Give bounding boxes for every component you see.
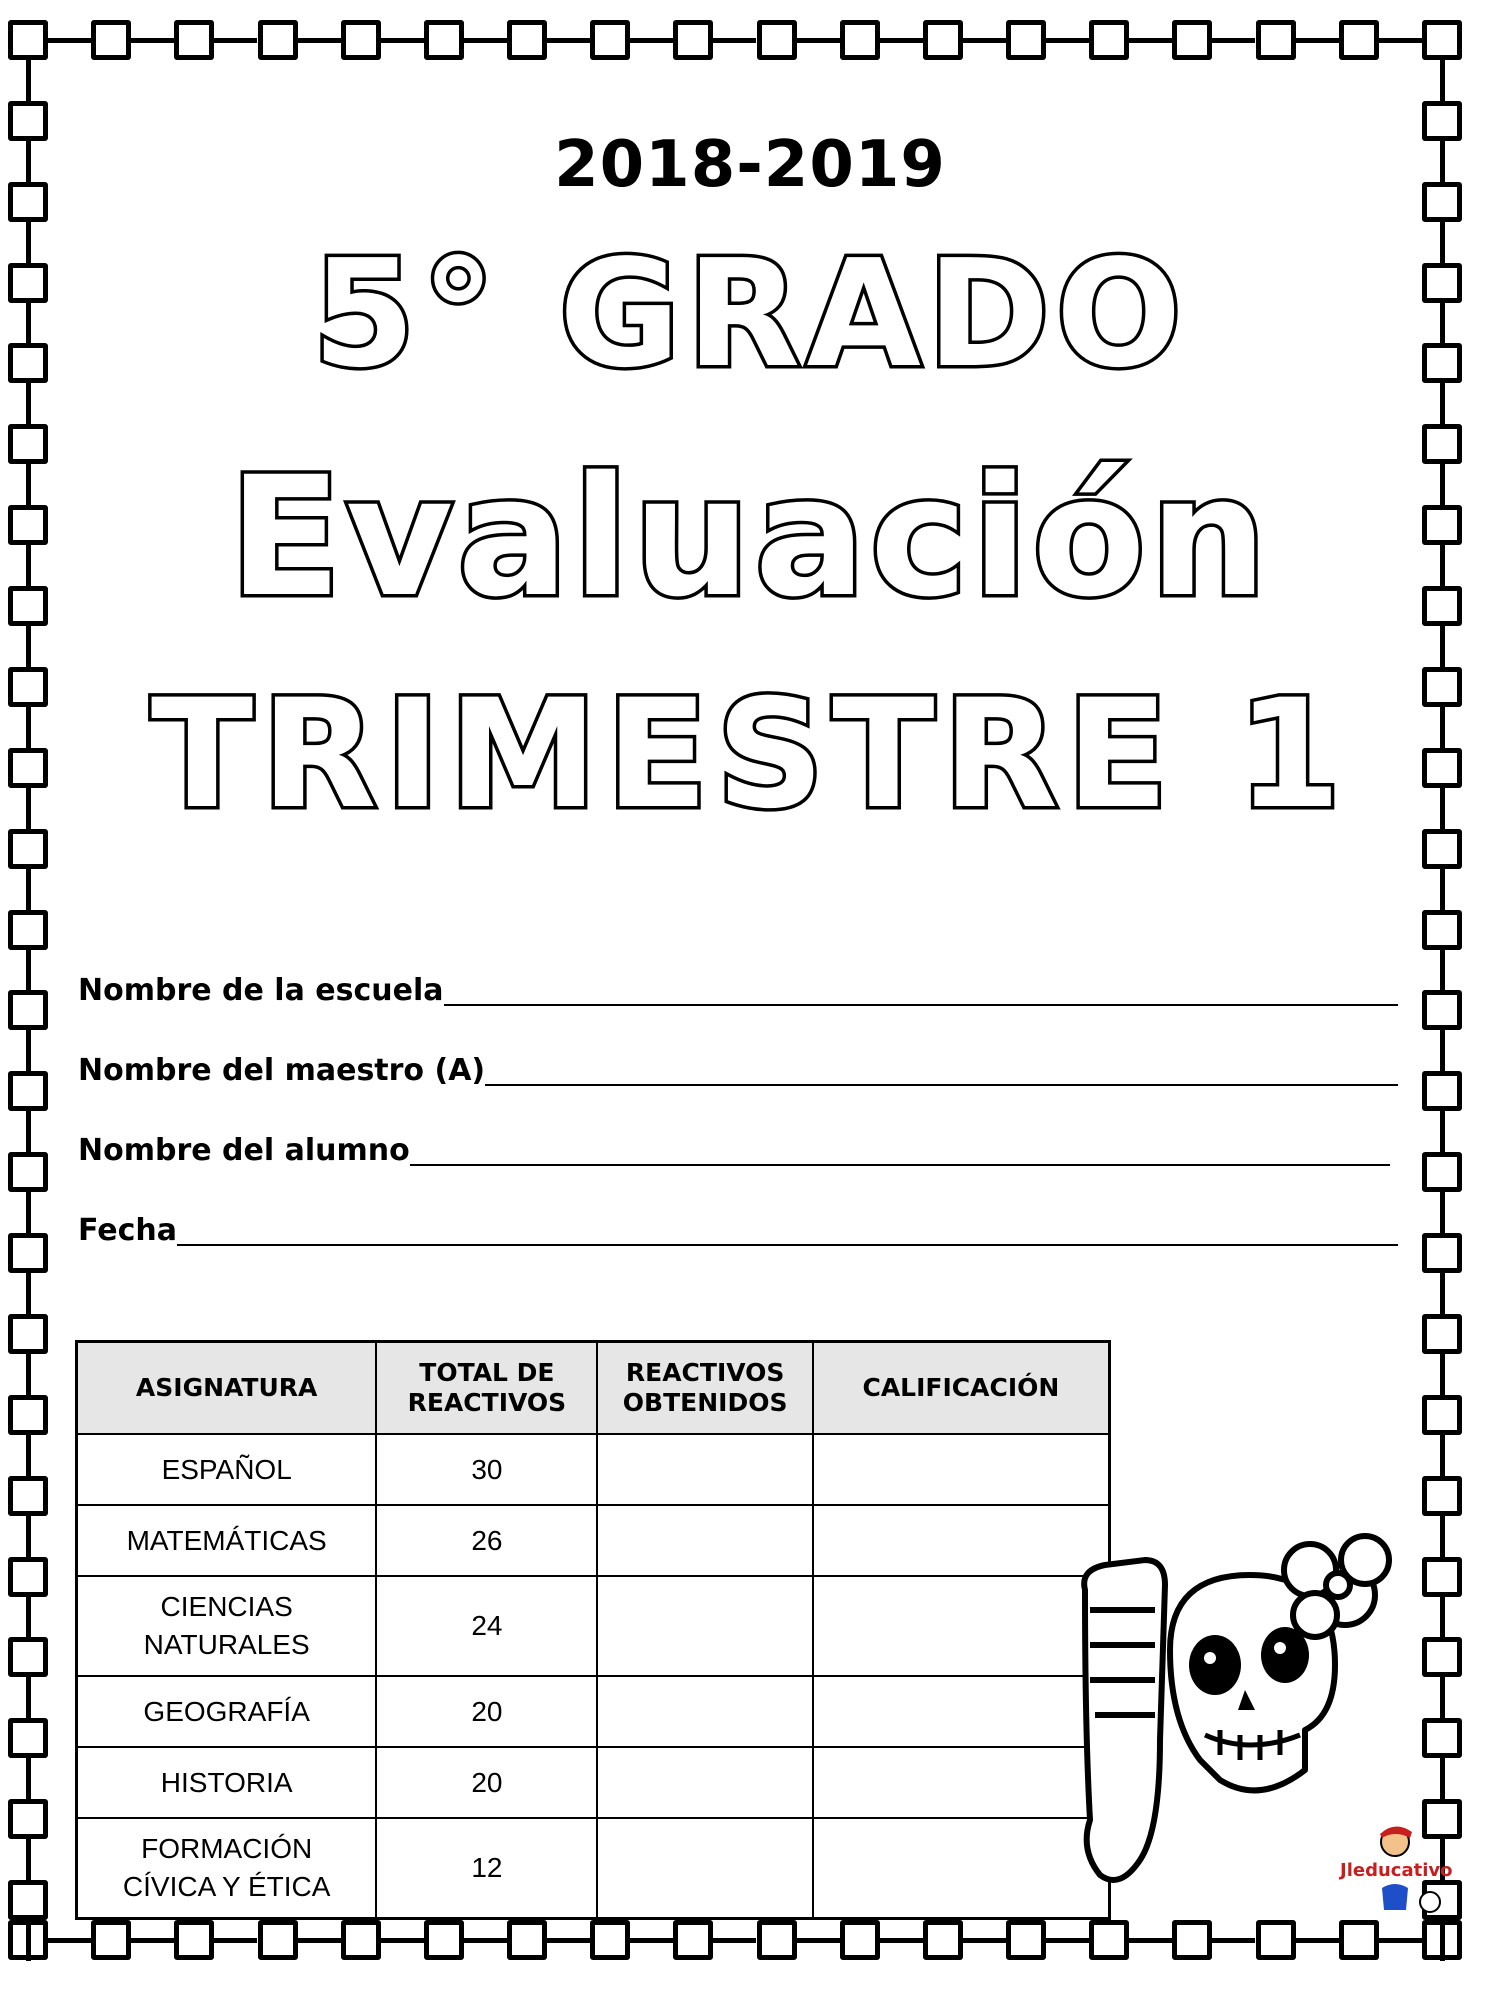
total-cell: 20: [376, 1676, 597, 1747]
evaluation-title: Evaluación: [228, 441, 1272, 633]
border-link: [26, 950, 31, 991]
border-box: [8, 1152, 48, 1192]
border-box: [174, 1920, 214, 1960]
border-link: [880, 1938, 923, 1943]
border-link: [26, 869, 31, 910]
border-box: [8, 1314, 48, 1354]
grades-table: [75, 1340, 1111, 1920]
border-link: [713, 38, 756, 43]
total-cell: 26: [376, 1505, 597, 1576]
obtained-cell[interactable]: [597, 1818, 812, 1918]
table-header-row: [77, 1342, 1110, 1435]
border-link: [1440, 950, 1445, 991]
table-row: [77, 1676, 1110, 1747]
border-box: [507, 20, 547, 60]
border-box: [1422, 829, 1462, 869]
border-link: [713, 1938, 756, 1943]
date-field: [78, 1200, 1398, 1250]
border-link: [26, 1597, 31, 1638]
border-box: [1422, 1718, 1462, 1758]
border-link: [1296, 38, 1339, 43]
border-link: [214, 1938, 257, 1943]
border-link: [1296, 1938, 1339, 1943]
border-box: [341, 1920, 381, 1960]
term-title: TRIMESTRE 1: [150, 668, 1350, 842]
border-box: [8, 829, 48, 869]
border-box: [840, 1920, 880, 1960]
obtained-cell[interactable]: [597, 1576, 812, 1676]
border-box: [1422, 1152, 1462, 1192]
border-box: [8, 1799, 48, 1839]
obtained-cell[interactable]: [597, 1434, 812, 1505]
border-box: [673, 20, 713, 60]
border-box: [757, 20, 797, 60]
table-row: [77, 1818, 1110, 1918]
border-link: [298, 1938, 341, 1943]
student-name-line[interactable]: [410, 1163, 1390, 1166]
border-link: [26, 1435, 31, 1476]
school-name-label: Nombre de la escuela: [78, 973, 444, 1008]
border-box: [8, 1557, 48, 1597]
border-box: [923, 1920, 963, 1960]
date-label: Fecha: [78, 1213, 178, 1248]
border-link: [1440, 626, 1445, 667]
border-link: [26, 1354, 31, 1395]
border-link: [26, 1516, 31, 1557]
border-box: [507, 1920, 547, 1960]
border-link: [1440, 60, 1445, 101]
col-header-subject: ASIGNATURA: [77, 1342, 377, 1435]
border-box: [91, 20, 131, 60]
border-link: [1440, 1273, 1445, 1314]
border-box: [1422, 20, 1462, 60]
border-box: [840, 20, 880, 60]
border-link: [963, 38, 1006, 43]
border-box: [8, 1637, 48, 1677]
border-box: [1422, 1557, 1462, 1597]
obtained-cell[interactable]: [597, 1747, 812, 1818]
border-box: [8, 1880, 48, 1920]
table-row: [77, 1505, 1110, 1576]
border-link: [26, 626, 31, 667]
border-link: [797, 1938, 840, 1943]
border-link: [26, 1192, 31, 1233]
border-box: [424, 1920, 464, 1960]
student-name-field: [78, 1120, 1390, 1170]
border-box: [673, 1920, 713, 1960]
border-box: [590, 1920, 630, 1960]
border-link: [1440, 1677, 1445, 1718]
border-link: [26, 1677, 31, 1718]
col-header-grade: CALIFICACIÓN: [813, 1342, 1110, 1435]
border-link: [214, 38, 257, 43]
subject-cell: GEOGRAFÍA: [77, 1676, 377, 1747]
border-link: [1212, 38, 1255, 43]
border-link: [26, 1839, 31, 1880]
border-link: [1440, 1354, 1445, 1395]
border-link: [1379, 1938, 1422, 1943]
table-row: [77, 1434, 1110, 1505]
subject-cell: CIENCIAS NATURALES: [77, 1576, 377, 1676]
border-box: [1422, 1233, 1462, 1273]
border-box: [1422, 1314, 1462, 1354]
col-header-obtained: REACTIVOS OBTENIDOS: [597, 1342, 812, 1435]
border-link: [1129, 1938, 1172, 1943]
border-link: [630, 1938, 673, 1943]
border-link: [1379, 38, 1422, 43]
border-box: [8, 990, 48, 1030]
border-box: [1089, 20, 1129, 60]
border-box: [1422, 990, 1462, 1030]
border-link: [1440, 1920, 1445, 1961]
border-box: [1256, 20, 1296, 60]
border-link: [547, 38, 590, 43]
subject-cell: FORMACIÓN CÍVICA Y ÉTICA: [77, 1818, 377, 1918]
border-link: [48, 1938, 91, 1943]
border-link: [48, 38, 91, 43]
border-link: [797, 38, 840, 43]
border-link: [963, 1938, 1006, 1943]
border-box: [8, 1071, 48, 1111]
total-cell: 30: [376, 1434, 597, 1505]
border-box: [1422, 1637, 1462, 1677]
border-box: [1339, 20, 1379, 60]
border-box: [8, 1395, 48, 1435]
date-line[interactable]: [177, 1243, 1398, 1246]
obtained-cell[interactable]: [597, 1505, 812, 1576]
subject-cell: ESPAÑOL: [77, 1434, 377, 1505]
logo-text: Jleducativo: [1340, 1860, 1453, 1881]
grade-cell[interactable]: [813, 1434, 1110, 1505]
border-box: [174, 20, 214, 60]
border-link: [1129, 38, 1172, 43]
grade-title: 5° GRADO: [312, 228, 1188, 400]
border-link: [1440, 1516, 1445, 1557]
border-box: [1006, 1920, 1046, 1960]
border-link: [1440, 1192, 1445, 1233]
border-link: [26, 1758, 31, 1799]
border-link: [1212, 1938, 1255, 1943]
border-link: [298, 38, 341, 43]
border-box: [8, 1476, 48, 1516]
border-link: [26, 383, 31, 424]
border-link: [1046, 38, 1089, 43]
border-link: [880, 38, 923, 43]
border-link: [1440, 1597, 1445, 1638]
border-box: [590, 20, 630, 60]
border-link: [1440, 869, 1445, 910]
border-link: [464, 38, 507, 43]
border-link: [464, 1938, 507, 1943]
border-box: [1422, 1476, 1462, 1516]
border-box: [8, 1233, 48, 1273]
border-box: [1422, 910, 1462, 950]
border-box: [424, 20, 464, 60]
border-link: [1440, 1758, 1445, 1799]
border-box: [8, 910, 48, 950]
border-link: [381, 38, 424, 43]
border-box: [1006, 20, 1046, 60]
border-link: [1440, 383, 1445, 424]
teacher-name-label: Nombre del maestro (A): [78, 1053, 486, 1088]
border-link: [26, 60, 31, 101]
border-box: [8, 20, 48, 60]
border-box: [258, 20, 298, 60]
border-box: [8, 1718, 48, 1758]
publisher-logo: [1340, 1820, 1453, 1920]
teacher-name-line[interactable]: [485, 1083, 1398, 1086]
obtained-cell[interactable]: [597, 1676, 812, 1747]
subject-cell: HISTORIA: [77, 1747, 377, 1818]
border-link: [131, 1938, 174, 1943]
border-box: [757, 1920, 797, 1960]
school-year: 2018-2019: [554, 128, 946, 202]
table-row: [77, 1747, 1110, 1818]
school-name-field: [78, 960, 1398, 1010]
border-link: [26, 1030, 31, 1071]
border-link: [381, 1938, 424, 1943]
border-box: [258, 1920, 298, 1960]
border-box: [91, 1920, 131, 1960]
border-box: [1422, 1071, 1462, 1111]
border-link: [1440, 1030, 1445, 1071]
school-name-line[interactable]: [444, 1003, 1399, 1006]
border-box: [1172, 20, 1212, 60]
border-link: [547, 1938, 590, 1943]
teacher-name-field: [78, 1040, 1398, 1090]
border-box: [1422, 1395, 1462, 1435]
border-box: [923, 20, 963, 60]
total-cell: 12: [376, 1818, 597, 1918]
border-link: [26, 1273, 31, 1314]
border-link: [131, 38, 174, 43]
border-link: [1440, 1435, 1445, 1476]
border-link: [26, 1111, 31, 1152]
border-link: [1046, 1938, 1089, 1943]
col-header-total: TOTAL DE REACTIVOS: [376, 1342, 597, 1435]
total-cell: 20: [376, 1747, 597, 1818]
border-box: [341, 20, 381, 60]
table-row: [77, 1576, 1110, 1676]
border-link: [630, 38, 673, 43]
border-link: [26, 1920, 31, 1961]
student-name-label: Nombre del alumno: [78, 1133, 410, 1168]
subject-cell: MATEMÁTICAS: [77, 1505, 377, 1576]
total-cell: 24: [376, 1576, 597, 1676]
border-link: [1440, 1111, 1445, 1152]
